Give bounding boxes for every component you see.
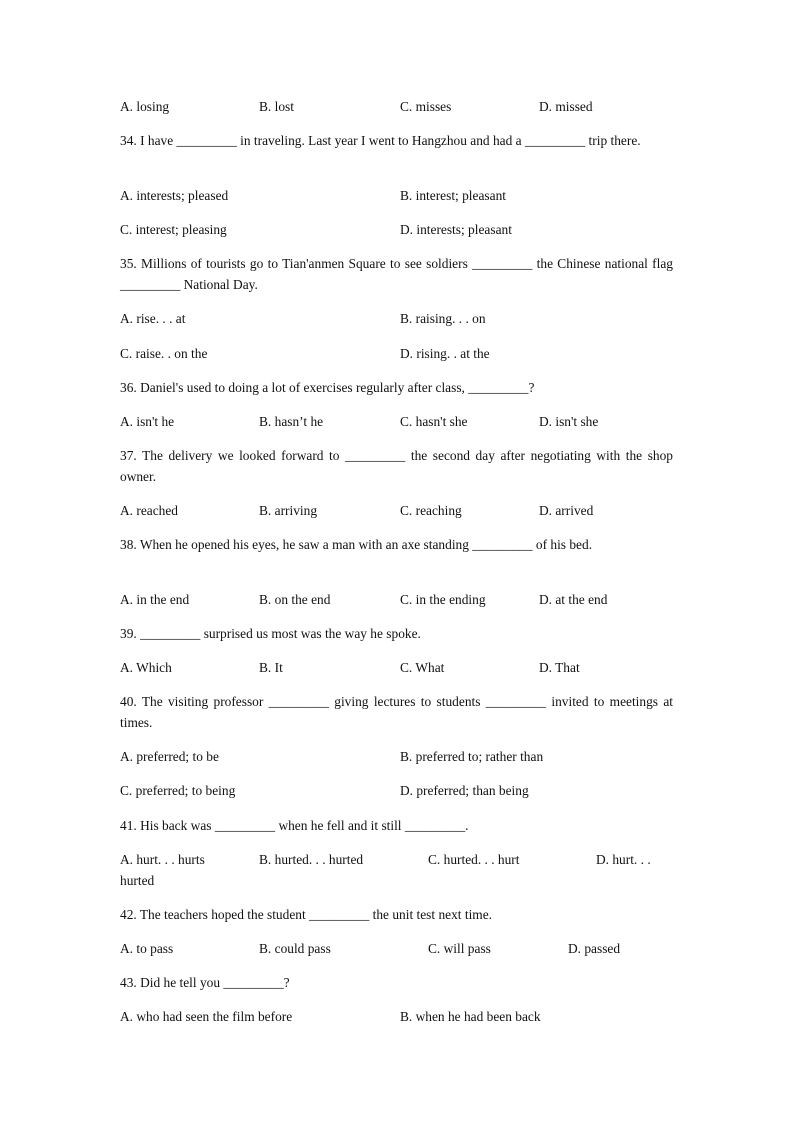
q41-option-a: A. hurt. . . hurts: [120, 852, 205, 867]
q38-stem: 38. When he opened his eyes, he saw a man with an axe standing _________ of his bed.: [120, 537, 593, 552]
q35-stem: 35. Millions of tourists go to Tian'anmen Square to see soldiers _________ the Chinese national flag _________ National Day.: [120, 256, 673, 292]
q34-option-b: B. interest; pleasant: [400, 188, 506, 203]
q35-option-d: D. rising. . at the: [400, 346, 490, 361]
q42-option-c: C. will pass: [428, 941, 491, 956]
q40-stem: 40. The visiting professor _________ giving lectures to students _________ invited to meetings at times.: [120, 694, 673, 730]
q39-option-c: C. What: [400, 660, 445, 675]
q34-option-d: D. interests; pleasant: [400, 222, 512, 237]
q36-stem: 36. Daniel's used to doing a lot of exercises regularly after class, _________?: [120, 380, 535, 395]
q42-option-b: B. could pass: [259, 941, 331, 956]
q33-option-a: A. losing: [120, 99, 170, 114]
q34-option-a: A. interests; pleased: [120, 188, 229, 203]
q35-option-c: C. raise. . on the: [120, 346, 208, 361]
q41-option-b: B. hurted. . . hurted: [259, 852, 364, 867]
q35-option-b: B. raising. . . on: [400, 311, 486, 326]
q34-stem: 34. I have _________ in traveling. Last year I went to Hangzhou and had a _________ trip there.: [120, 133, 641, 148]
q41-option-c: C. hurted. . . hurt: [428, 852, 520, 867]
q43-option-a: A. who had seen the film before: [120, 1009, 293, 1024]
q43-stem: 43. Did he tell you _________?: [120, 975, 290, 990]
q40-option-d: D. preferred; than being: [400, 783, 529, 798]
q42-option-d: D. passed: [568, 941, 621, 956]
q40-option-c: C. preferred; to being: [120, 783, 236, 798]
q43-option-b: B. when he had been back: [400, 1009, 541, 1024]
q34-option-c: C. interest; pleasing: [120, 222, 227, 237]
q40-option-b: B. preferred to; rather than: [400, 749, 544, 764]
q37-option-d: D. arrived: [539, 503, 594, 518]
q33-option-d: D. missed: [539, 99, 593, 114]
q39-stem: 39. _________ surprised us most was the way he spoke.: [120, 626, 421, 641]
q37-option-a: A. reached: [120, 503, 178, 518]
q37-option-c: C. reaching: [400, 503, 462, 518]
q39-option-b: B. It: [259, 660, 283, 675]
q39-option-d: D. That: [539, 660, 580, 675]
q37-stem: 37. The delivery we looked forward to _________ the second day after negotiating with the shop owner.: [120, 448, 673, 484]
q36-option-a: A. isn't he: [120, 414, 175, 429]
q41-option-d: D. hurt. . . hurted: [120, 852, 651, 888]
q42-stem: 42. The teachers hoped the student _________ the unit test next time.: [120, 907, 493, 922]
q39-option-a: A. Which: [120, 660, 172, 675]
q35-option-a: A. rise. . . at: [120, 311, 186, 326]
q42-option-a: A. to pass: [120, 941, 174, 956]
q38-option-b: B. on the end: [259, 592, 331, 607]
q40-option-a: A. preferred; to be: [120, 749, 219, 764]
q36-option-d: D. isn't she: [539, 414, 599, 429]
q38-option-d: D. at the end: [539, 592, 608, 607]
q38-option-c: C. in the ending: [400, 592, 486, 607]
q36-option-c: C. hasn't she: [400, 414, 468, 429]
q41-stem: 41. His back was _________ when he fell and it still _________.: [120, 818, 469, 833]
q33-option-b: B. lost: [259, 99, 294, 114]
q36-option-b: B. hasn’t he: [259, 414, 324, 429]
q38-option-a: A. in the end: [120, 592, 190, 607]
q33-option-c: C. misses: [400, 99, 452, 114]
q37-option-b: B. arriving: [259, 503, 318, 518]
